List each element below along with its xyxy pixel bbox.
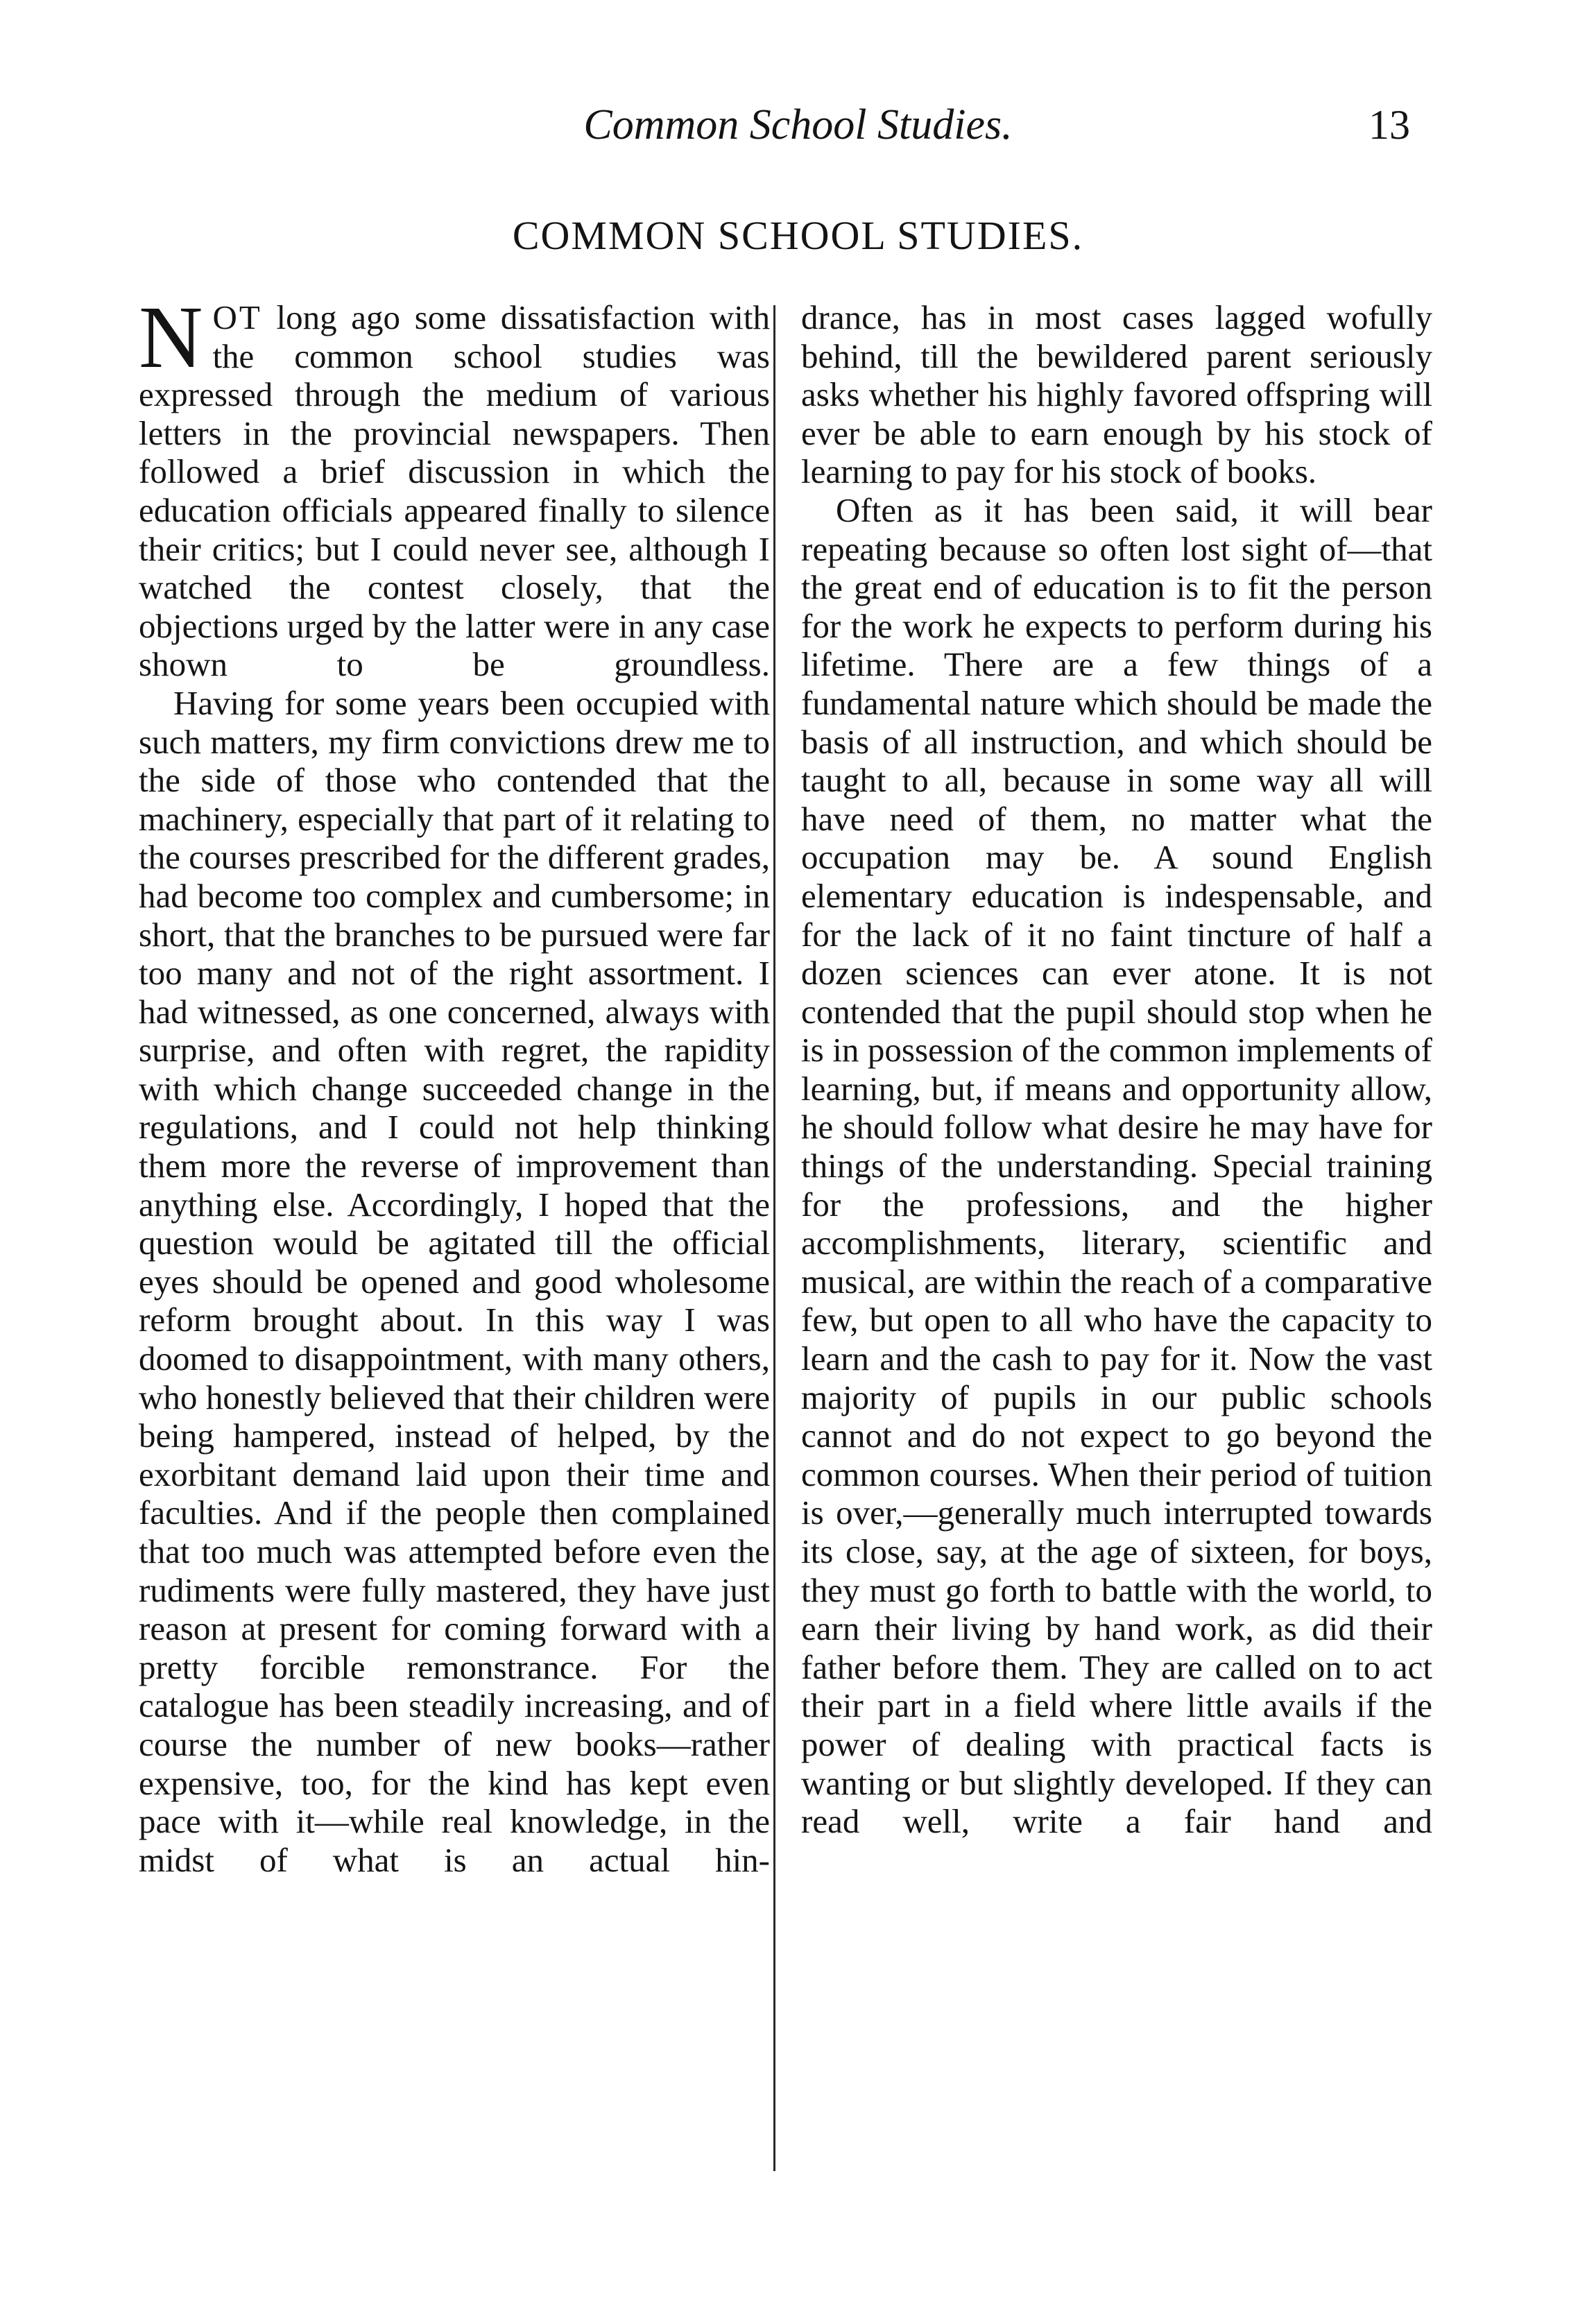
article-title: COMMON SCHOOL STUDIES. — [512, 213, 1084, 258]
paragraph-1-text: long ago some dissatisfaction with the common school studies was expressed through the medium of various letters in the provincial newspapers. Then followed a brief discussion in which the education officials appeared finally to silence their critics; but I could never see, although I watched the contest closely, that the objections urged by the latter were in any case shown to be groundless. — [139, 298, 771, 684]
paragraph-3: drance, has in most cases lagged wofully behind, till the bewildered parent seriously asks whether his highly favored offspring will ever be able to earn enough by his stock of learning to pay for his stock of books. — [801, 298, 1432, 491]
right-column — [801, 298, 1432, 1841]
running-title: Common School Studies. — [583, 101, 1013, 148]
paragraph-4: Often as it has been said, it will bear repeating because so often lost sight of—that the great end of education is to fit the person for the work he expects to perform during his lifetime. There are a few things of a fundamental nature which should be made the basis of all instruction, and which should be taught to all, because in some way all will have need of them, no matter what the occupation may be. A sound English elementary education is indespensable, and for the lack of it no faint tincture of half a dozen sciences can ever atone. It is not contended that the pupil should stop when he is in possession of the common implements of learning, but, if means and opportunity allow, he should follow what desire he may have for things of the understanding. Special training for the professions, and the higher accomplishments, literary, scientific and musical, are within the reach of a comparative few, but open to all who have the capacity to learn and the cash to pay for it. Now the vast majority of pupils in our public schools cannot and do not expect to go beyond the common courses. When their period of tuition is over,—generally much interrupted towards its close, say, at the age of sixteen, for boys, they must go forth to battle with the world, to earn their living by hand work, as did their father before them. They are called on to act their part in a field where little avails if the power of dealing with practical facts is wanting or but slightly developed. If they can read well, write a fair hand and — [801, 490, 1432, 1841]
paragraph-1 — [139, 288, 771, 684]
running-head — [0, 97, 1596, 153]
page-number: 13 — [1368, 102, 1410, 148]
paragraph-2: Having for some years been occupied with such matters, my firm convictions drew me to the side of those who contended that the machinery, especially that part of it relating to the courses prescribed for the different grades, had become too complex and cumbersome; in short, that the branches to be pursued were far too many and not of the right assortment. I had witnessed, as one concerned, always with surprise, and often with regret, the rapidity with which change succeeded change in the regulations, and I could not help thinking them more the reverse of improvement than anything else. Accordingly, I hoped that the question would be agitated till the official eyes should be opened and good wholesome reform brought about. In this way I was doomed to disappointment, with many others, who honestly believed that their children were being hampered, instead of helped, by the exorbitant demand laid upon their time and faculties. And if the people then complained that too much was attempted before even the rudiments were fully mastered, they have just reason at present for coming forward with a pretty forcible remonstrance. For the catalogue has been steadily increasing, and of course the number of new books—rather expensive, too, for the kind has kept even pace with it—while real knowledge, in the midst of what is an actual hin- — [139, 683, 770, 1879]
column-divider — [773, 305, 775, 2171]
opening-word: OT — [212, 298, 262, 336]
left-column — [139, 288, 771, 1879]
drop-cap: N — [139, 288, 203, 386]
